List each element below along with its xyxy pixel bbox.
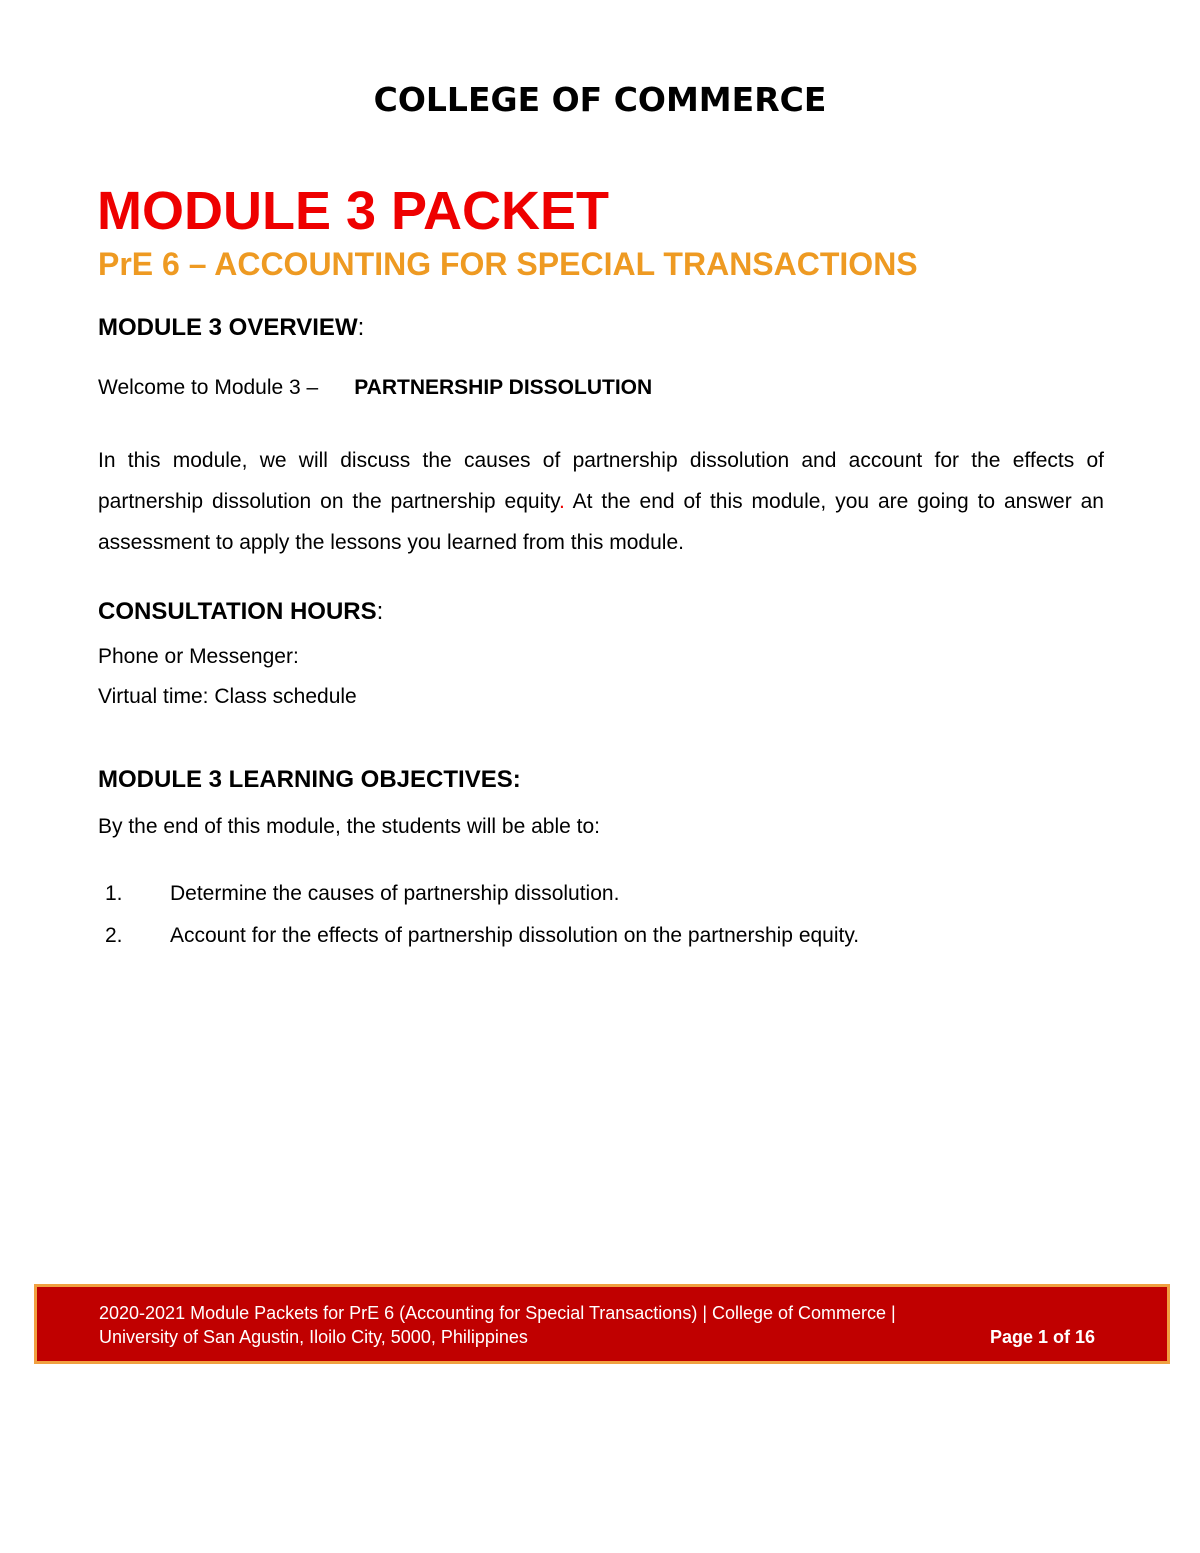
module-title: MODULE 3 PACKET — [97, 181, 610, 241]
objective-number: 1. — [105, 882, 123, 905]
consultation-heading-text: CONSULTATION HOURS — [98, 598, 377, 625]
objective-number: 2. — [105, 924, 123, 947]
footer-line-1: 2020-2021 Module Packets for PrE 6 (Accounting for Special Transactions) | College of Commerce | — [99, 1303, 896, 1323]
overview-paragraph — [98, 440, 1104, 563]
course-title: PrE 6 – ACCOUNTING FOR SPECIAL TRANSACTIONS — [98, 246, 918, 282]
overview-paragraph-dot: . — [559, 490, 565, 513]
overview-heading — [98, 314, 364, 342]
objectives-intro: By the end of this module, the students will be able to: — [98, 815, 600, 838]
consultation-heading — [98, 598, 383, 626]
objective-text: Account for the effects of partnership dissolution on the partnership equity. — [170, 924, 860, 947]
objectives-list — [98, 874, 859, 958]
page-footer — [34, 1284, 1170, 1364]
footer-line-2: University of San Agustin, Iloilo City, 5000, Philippines — [99, 1327, 528, 1347]
welcome-topic: PARTNERSHIP DISSOLUTION — [354, 376, 653, 399]
overview-paragraph-part1: In this module, we will discuss the causes of partnership dissolution and account for the effects of partnership dissolution on the partnership equity — [98, 449, 1104, 513]
objectives-heading: MODULE 3 LEARNING OBJECTIVES: — [98, 766, 521, 793]
college-heading: COLLEGE OF COMMERCE — [373, 80, 827, 119]
consultation-line-1: Phone or Messenger: — [98, 645, 299, 668]
objective-item — [98, 916, 859, 958]
consultation-heading-colon: : — [376, 598, 384, 625]
objective-item — [98, 874, 859, 916]
objective-text: Determine the causes of partnership dissolution. — [170, 882, 620, 905]
consultation-line-2: Virtual time: Class schedule — [98, 685, 357, 708]
welcome-prefix: Welcome to Module 3 – — [98, 376, 319, 399]
welcome-line — [98, 376, 652, 400]
footer-page-number: Page 1 of 16 — [989, 1327, 1095, 1347]
overview-paragraph-part2: At the end of this module, you are going to answer an assessment to apply the lessons you learned from this module. — [98, 490, 1104, 554]
overview-heading-text: MODULE 3 OVERVIEW — [98, 314, 358, 341]
overview-heading-colon: : — [357, 314, 365, 341]
